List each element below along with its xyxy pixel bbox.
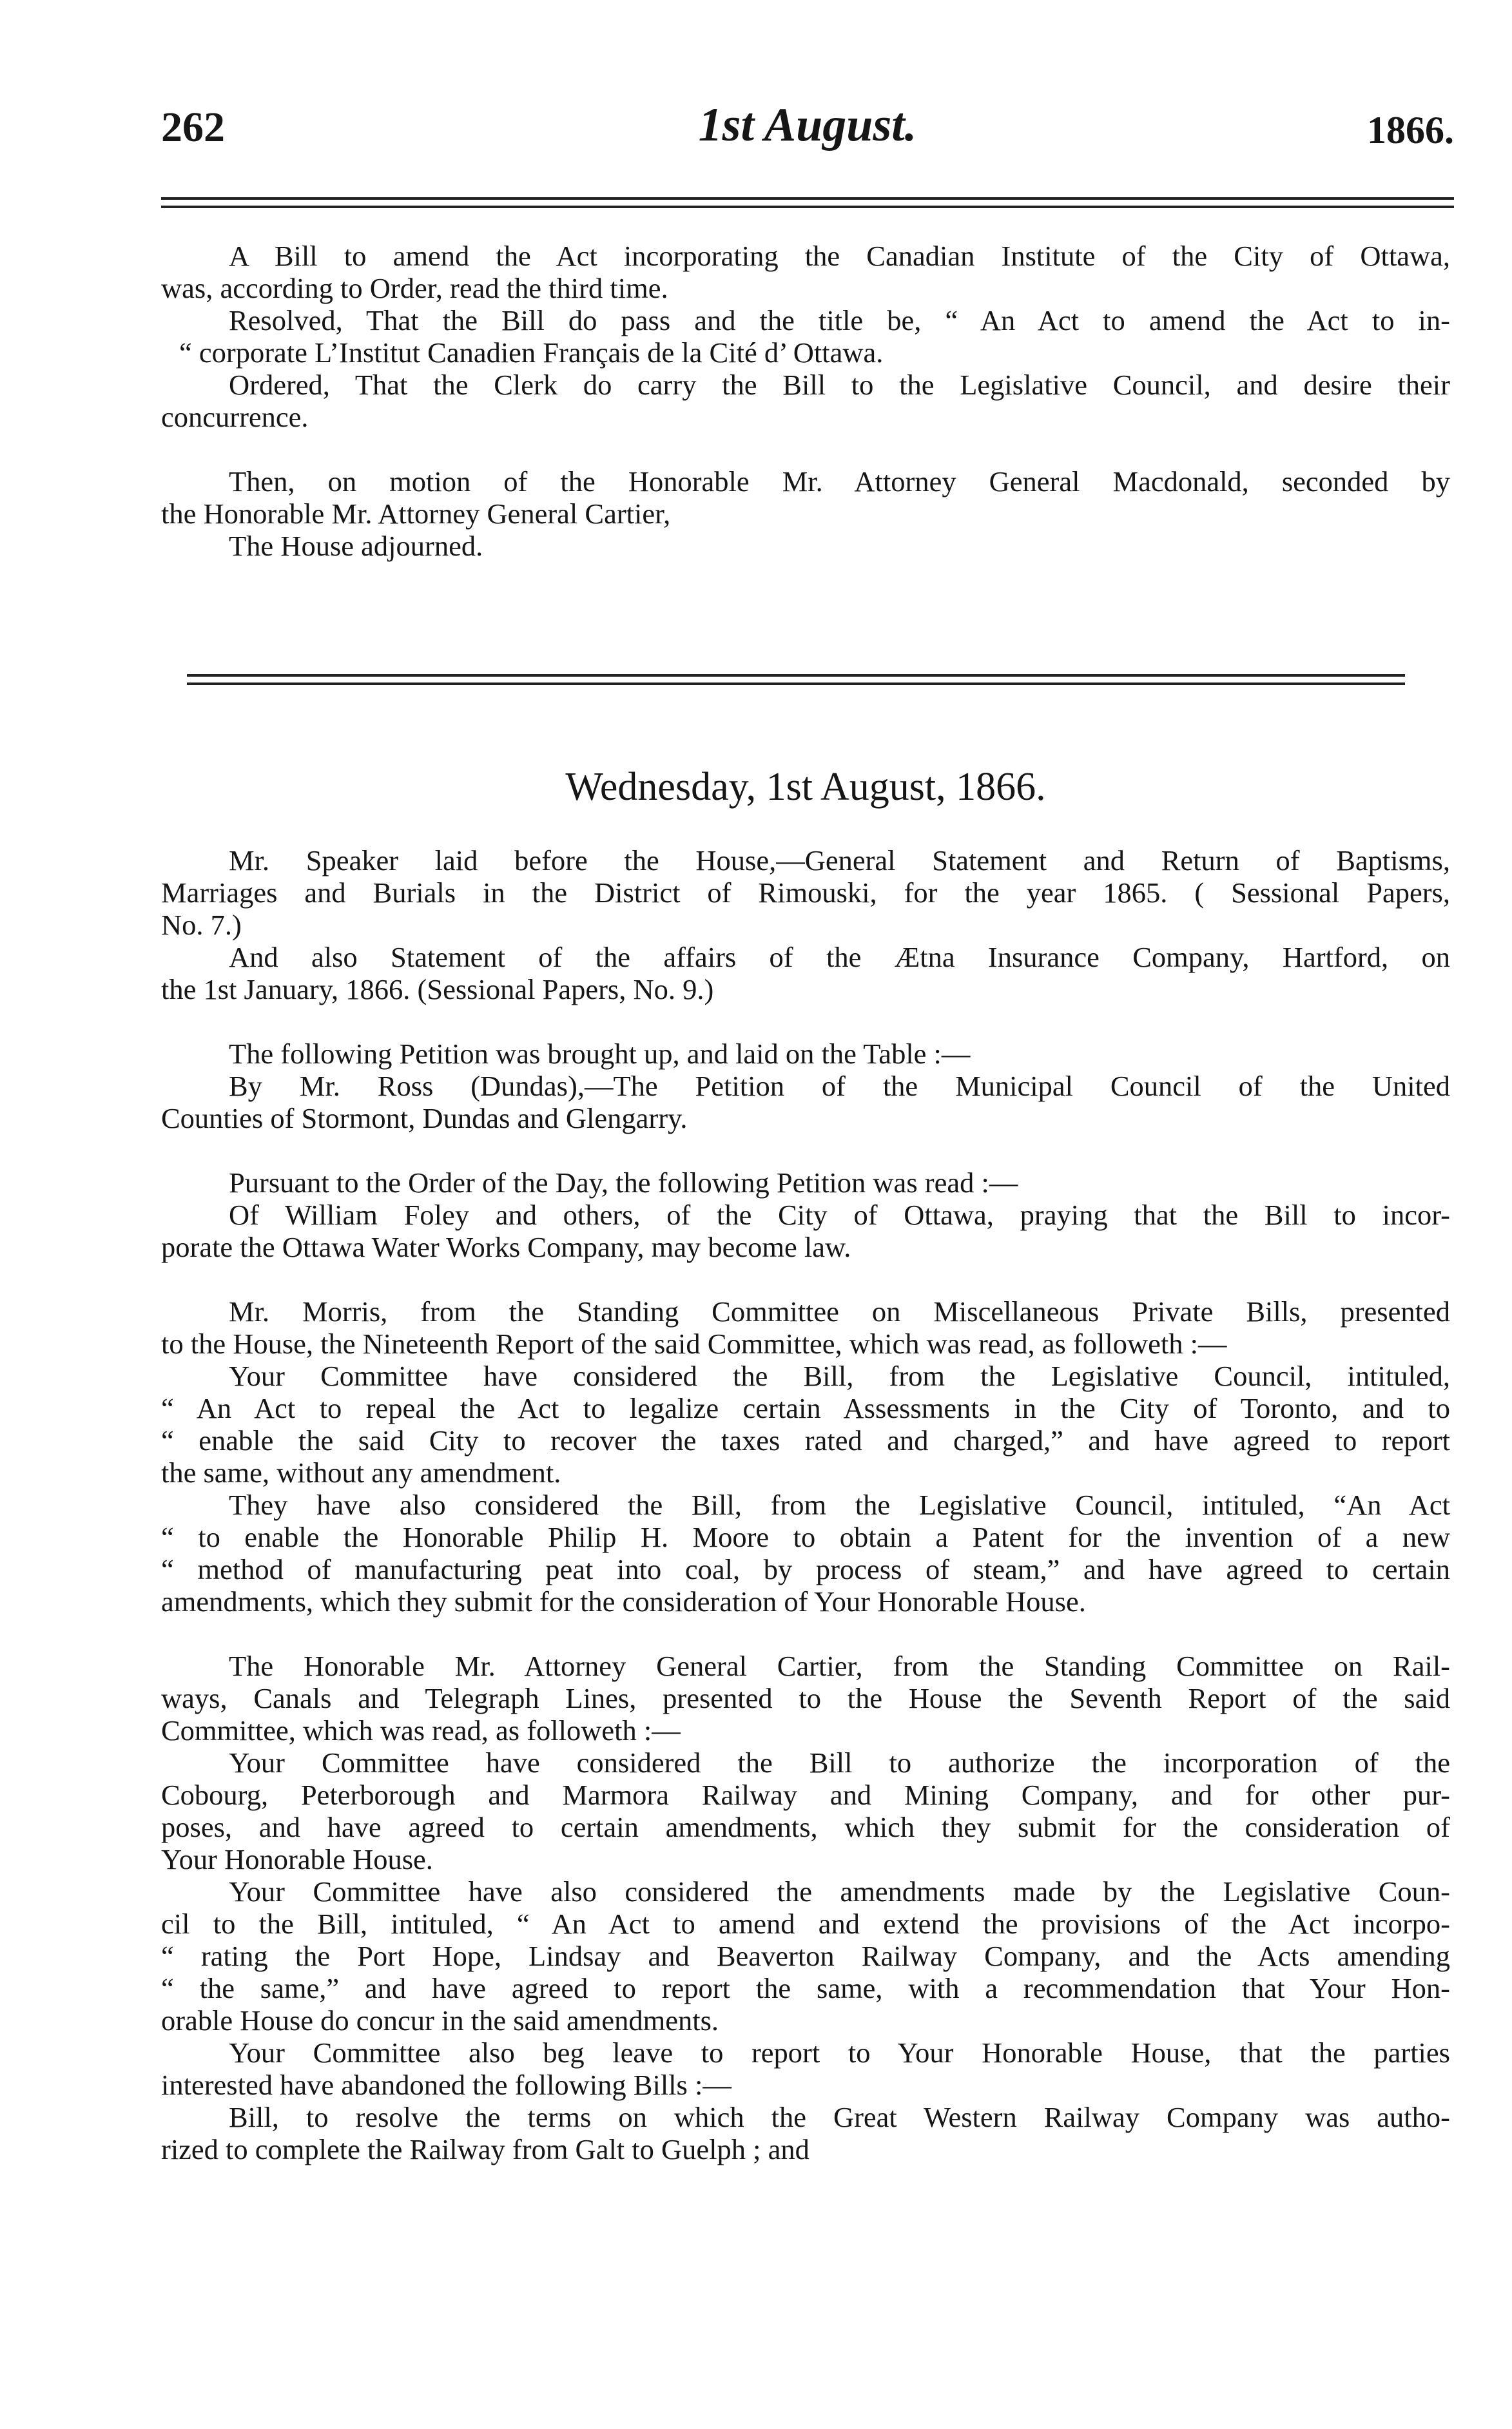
section-rule: [187, 674, 1405, 685]
paragraph: [161, 240, 1450, 304]
text-line: A Bill to amend the Act incorporating the Canadian Institute of the City of Ottawa,: [229, 240, 1450, 272]
text-line: No. 7.): [161, 909, 242, 941]
paragraph: [161, 1295, 1450, 1360]
text-line: Cobourg, Peterborough and Marmora Railway and Mining Company, and for other pur-: [161, 1779, 1450, 1811]
paragraph: [161, 941, 1450, 1005]
paragraph: [161, 1650, 1450, 1747]
text-line: amendments, which they submit for the consideration of Your Honorable House.: [161, 1585, 1086, 1618]
text-line: porate the Ottawa Water Works Company, may become law.: [161, 1231, 851, 1263]
text-line: cil to the Bill, intituled, “ An Act to amend and extend the provisions of the Act incorpo-: [161, 1908, 1450, 1940]
header-date: 1st August.: [698, 99, 917, 151]
text-line: Pursuant to the Order of the Day, the following Petition was read :—: [229, 1166, 1018, 1199]
text-line: orable House do concur in the said amendments.: [161, 2004, 719, 2037]
paragraph: [161, 1489, 1450, 1618]
text-line: Resolved, That the Bill do pass and the title be, “ An Act to amend the Act to in-: [229, 304, 1450, 336]
text-line: “ the same,” and have agreed to report the same, with a recommendation that Your Hon-: [161, 1972, 1450, 2004]
text-line: Bill, to resolve the terms on which the Great Western Railway Company was autho-: [229, 2101, 1450, 2133]
page-number: 262: [161, 104, 225, 151]
text-line: was, according to Order, read the third time.: [161, 272, 668, 304]
text-line: Your Honorable House.: [161, 1843, 433, 1875]
day-heading: Wednesday, 1st August, 1866.: [565, 765, 1046, 809]
paragraph: [161, 1199, 1450, 1263]
text-line: “ An Act to repeal the Act to legalize certain Assessments in the City of Toronto, and to: [161, 1392, 1450, 1424]
text-line: Mr. Morris, from the Standing Committee on Miscellaneous Private Bills, presented: [229, 1295, 1450, 1328]
text-line: The Honorable Mr. Attorney General Cartier, from the Standing Committee on Rail-: [229, 1650, 1450, 1682]
paragraph: [161, 2101, 1450, 2165]
text-line: Then, on motion of the Honorable Mr. Attorney General Macdonald, seconded by: [229, 465, 1450, 498]
text-line: Your Committee have also considered the amendments made by the Legislative Coun-: [229, 1875, 1450, 1908]
text-line: The House adjourned.: [229, 530, 483, 562]
running-head: [161, 99, 1454, 168]
text-line: Your Committee also beg leave to report to Your Honorable House, that the parties: [229, 2037, 1450, 2069]
text-line: the same, without any amendment.: [161, 1456, 561, 1489]
text-line: Counties of Stormont, Dundas and Glengarry.: [161, 1102, 688, 1134]
header-rule: [161, 197, 1454, 208]
paragraph: [161, 1875, 1450, 2037]
paragraph: [161, 1360, 1450, 1489]
text-line: the 1st January, 1866. (Sessional Papers, No. 9.): [161, 973, 714, 1005]
text-line: to the House, the Nineteenth Report of the said Committee, which was read, as followeth :—: [161, 1328, 1227, 1360]
text-line: ways, Canals and Telegraph Lines, presented to the House the Seventh Report of the said: [161, 1682, 1450, 1714]
paragraph: [161, 369, 1450, 433]
paragraph: [161, 1038, 1450, 1070]
text-line: By Mr. Ross (Dundas),—The Petition of the Municipal Council of the United: [229, 1070, 1450, 1102]
text-line: The following Petition was brought up, and laid on the Table :—: [229, 1038, 971, 1070]
text-line: Your Committee have considered the Bill to authorize the incorporation of the: [229, 1747, 1450, 1779]
paragraph: [161, 2037, 1450, 2101]
paragraph: [161, 1070, 1450, 1134]
text-line: And also Statement of the affairs of the Ætna Insurance Company, Hartford, on: [229, 941, 1450, 973]
text-line: “ rating the Port Hope, Lindsay and Beaverton Railway Company, and the Acts amending: [161, 1940, 1450, 1972]
paragraph: [161, 1747, 1450, 1875]
text-line: Ordered, That the Clerk do carry the Bill to the Legislative Council, and desire their: [229, 369, 1450, 401]
text-line: interested have abandoned the following Bills :—: [161, 2069, 732, 2101]
text-line: Mr. Speaker laid before the House,—General Statement and Return of Baptisms,: [229, 844, 1450, 876]
text-line: “ method of manufacturing peat into coal, by process of steam,” and have agreed to certain: [161, 1553, 1450, 1585]
text-line: Marriages and Burials in the District of Rimouski, for the year 1865. ( Sessional Papers,: [161, 876, 1450, 909]
text-line: Committee, which was read, as followeth :—: [161, 1714, 681, 1747]
text-line: “ corporate L’Institut Canadien Français de la Cité d’ Ottawa.: [179, 336, 884, 369]
text-line: poses, and have agreed to certain amendments, which they submit for the consideration of: [161, 1811, 1450, 1843]
text-line: “ enable the said City to recover the taxes rated and charged,” and have agreed to report: [161, 1424, 1450, 1456]
text-line: They have also considered the Bill, from the Legislative Council, intituled, “An Act: [229, 1489, 1450, 1521]
proceedings-block-1: [161, 240, 1450, 562]
proceedings-block-2: [161, 844, 1450, 2165]
paragraph: [161, 1166, 1450, 1199]
text-line: “ to enable the Honorable Philip H. Moore to obtain a Patent for the invention of a new: [161, 1521, 1450, 1553]
text-line: Of William Foley and others, of the City of Ottawa, praying that the Bill to incor-: [229, 1199, 1450, 1231]
paragraph: [161, 465, 1450, 530]
paragraph: [161, 304, 1450, 369]
paragraph: [161, 844, 1450, 941]
text-line: Your Committee have considered the Bill, from the Legislative Council, intituled,: [229, 1360, 1450, 1392]
paragraph: [161, 530, 1450, 562]
header-year: 1866.: [1367, 109, 1454, 151]
text-line: the Honorable Mr. Attorney General Cartier,: [161, 498, 671, 530]
text-line: concurrence.: [161, 401, 309, 433]
text-line: rized to complete the Railway from Galt to Guelph ; and: [161, 2133, 809, 2165]
